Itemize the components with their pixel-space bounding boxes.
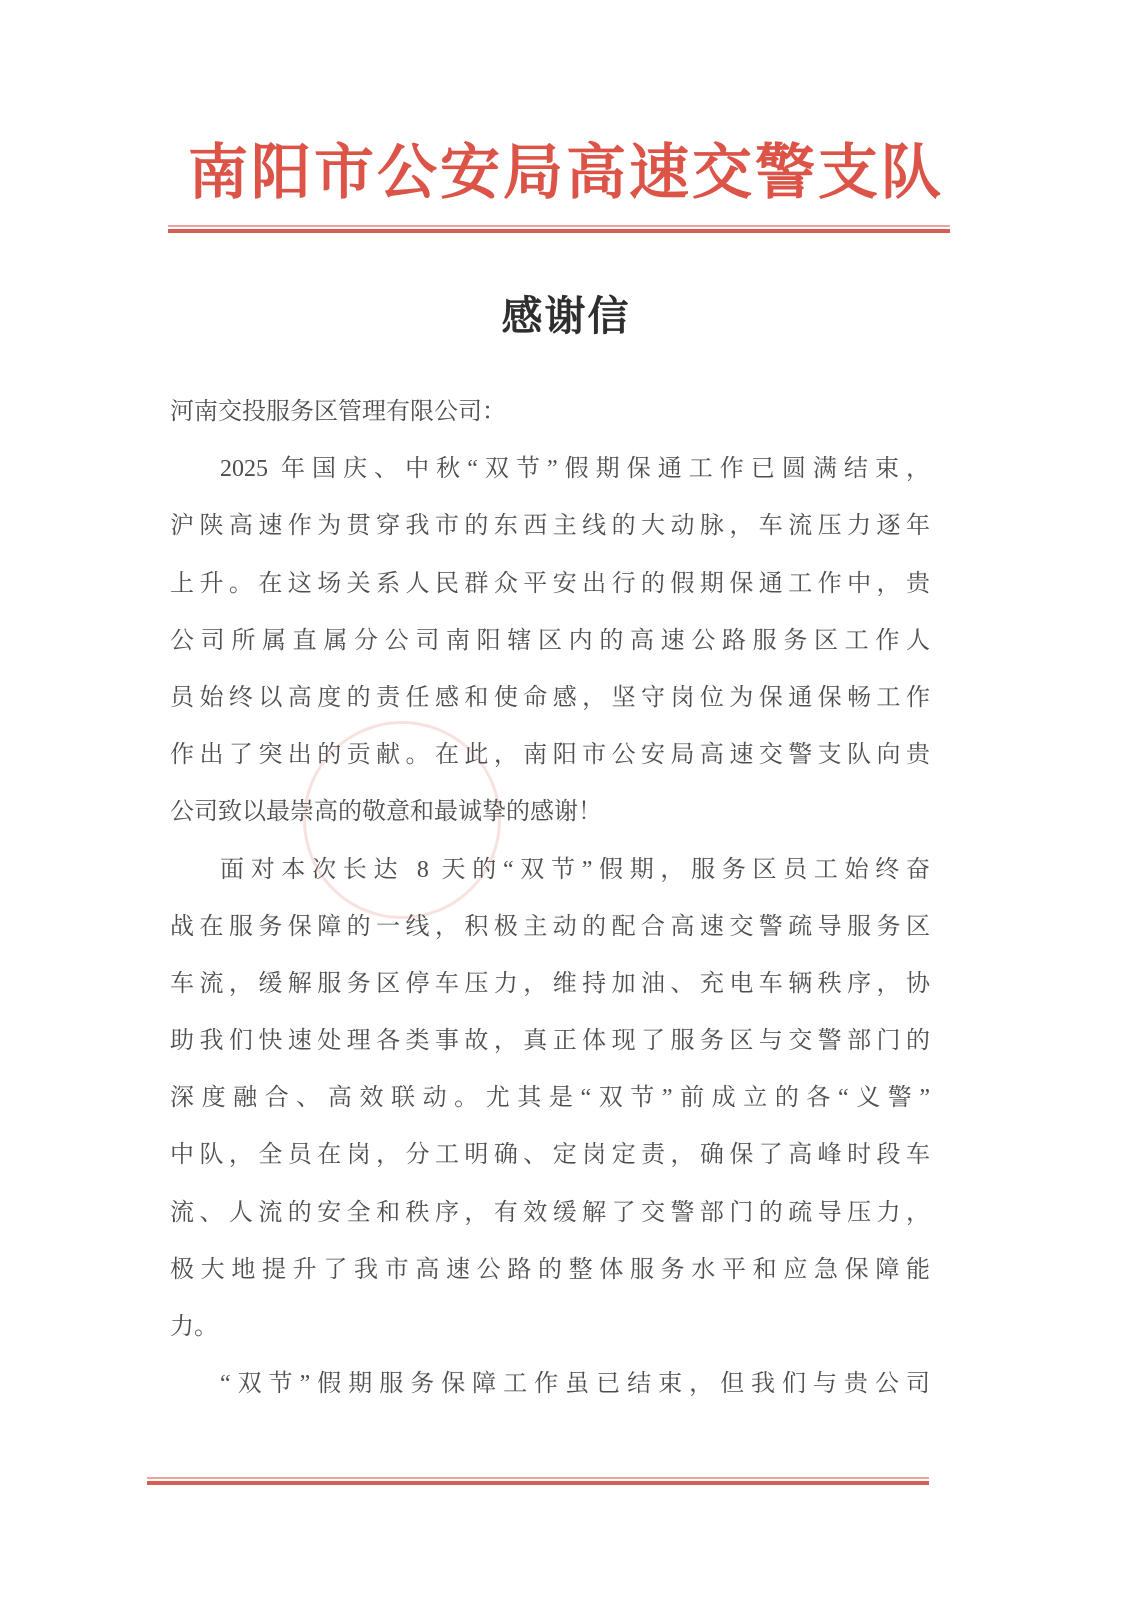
letterhead-double-rule (168, 225, 950, 233)
text-line: 沪陕高速作为贯穿我市的东西主线的大动脉，车流压力逐年 (170, 513, 930, 540)
text-line: 极大地提升了我市高速公路的整体服务水平和应急保障能 (170, 1256, 930, 1283)
text-line: “双节”假期服务保障工作虽已结束，但我们与贵公司 (220, 1371, 930, 1398)
text-line: 员始终以高度的责任感和使命感，坚守岗位为保通保畅工作 (170, 684, 930, 711)
letterhead-rule-thin (168, 225, 950, 227)
letter-body (170, 384, 930, 1413)
text-line: 公司致以最崇高的敬意和最诚挚的感谢！ (170, 799, 602, 826)
text-line: 深度融合、高效联动。尤其是“双节”前成立的各“义警” (170, 1085, 930, 1112)
text-line: 车流，缓解服务区停车压力，维持加油、充电车辆秩序，协 (170, 970, 930, 997)
document-title: 感谢信 (501, 293, 631, 339)
text-line: 战在服务保障的一线，积极主动的配合高速交警疏导服务区 (170, 913, 930, 940)
text-line: 2025 年国庆、中秋“双节”假期保通工作已圆满结束， (220, 456, 930, 483)
text-line: 河南交投服务区管理有限公司： (170, 399, 506, 425)
text-line: 助我们快速处理各类事故，真正体现了服务区与交警部门的 (170, 1028, 930, 1055)
text-line: 面对本次长达 8 天的“双节”假期，服务区员工始终奋 (220, 856, 930, 883)
text-line: 力。 (170, 1314, 218, 1340)
footer-rule-thin (147, 1477, 929, 1479)
letterhead-rule-thick (168, 229, 950, 233)
text-line: 流、人流的安全和秩序，有效缓解了交警部门的疏导压力， (170, 1199, 930, 1226)
footer-rule (147, 1477, 929, 1485)
footer-rule-thick (147, 1481, 929, 1485)
text-line: 中队，全员在岗，分工明确、定岗定责，确保了高峰时段车 (170, 1142, 930, 1169)
text-line: 作出了突出的贡献。在此，南阳市公安局高速交警支队向贵 (170, 742, 930, 769)
text-line: 公司所属直属分公司南阳辖区内的高速公路服务区工作人 (170, 627, 930, 654)
letterhead-title: 南阳市公安局高速交警支队 (188, 140, 944, 206)
text-line: 上升。在这场关系人民群众平安出行的假期保通工作中，贵 (170, 570, 930, 597)
